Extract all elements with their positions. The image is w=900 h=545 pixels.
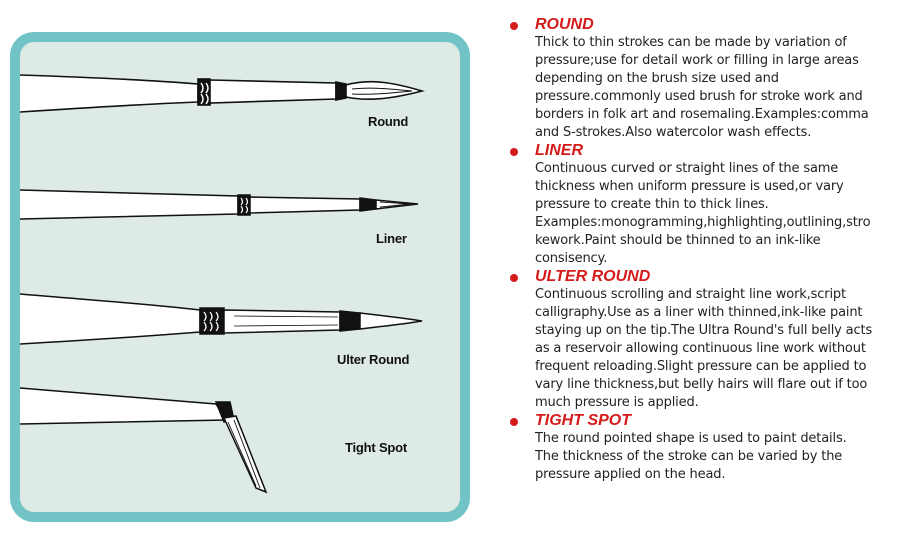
description-round [510, 16, 890, 142]
ultra-round-brush-icon [20, 294, 422, 344]
brush-descriptions [510, 16, 890, 484]
description-line: pressure applied on the head. [535, 467, 726, 482]
description-line: frequent reloading.Slight pressure can be applied to [535, 359, 867, 374]
description-line: much pressure is applied. [535, 395, 699, 410]
description-title: TIGHT SPOT [535, 412, 631, 429]
description-line: vary line thickness,but belly hairs will flare out if too [535, 377, 868, 392]
brush-label-ultra-round: Ulter Round [337, 352, 410, 367]
description-line: thickness when uniform pressure is used,or vary [535, 179, 844, 194]
description-liner [510, 142, 890, 268]
description-title: LINER [535, 142, 583, 159]
description-line: as a reservoir allowing continuous line work without [535, 341, 866, 356]
brush-label-liner: Liner [376, 231, 407, 246]
description-line: The round pointed shape is used to paint details. [535, 431, 847, 446]
description-line: pressure to create thin to thick lines. [535, 197, 769, 212]
description-line: and S-strokes.Also watercolor wash effects. [535, 125, 812, 140]
description-ultra-round [510, 268, 890, 412]
description-line: kework.Paint should be thinned to an ink-like [535, 233, 821, 248]
tight-spot-brush-icon [20, 388, 266, 492]
description-line: Continuous scrolling and straight line work,script [535, 287, 846, 302]
description-line: calligraphy.Use as a liner with thinned,ink-like paint [535, 305, 863, 320]
description-tight-spot [510, 412, 890, 484]
description-line: The thickness of the stroke can be varied by the [535, 449, 843, 464]
description-line: pressure;use for detail work or filling in large areas [535, 53, 859, 68]
description-line: consisency. [535, 251, 608, 266]
description-line: Thick to thin strokes can be made by variation of [535, 35, 847, 50]
brush-label-round: Round [368, 114, 409, 129]
brush-label-tight-spot: Tight Spot [345, 440, 408, 455]
brush-illustration-panel [10, 32, 470, 522]
bullet-icon [510, 418, 518, 426]
bullet-icon [510, 148, 518, 156]
description-line: Continuous curved or straight lines of the same [535, 161, 839, 176]
round-brush-icon [20, 75, 422, 112]
bullet-icon [510, 22, 518, 30]
description-line: depending on the brush size used and [535, 71, 779, 86]
description-line: Examples:monogramming,highlighting,outlining,stro [535, 215, 871, 230]
description-line: pressure.commonly used brush for stroke work and [535, 89, 863, 104]
description-line: borders in folk art and rosemaling.Examples:comma [535, 107, 869, 122]
description-line: staying up on the tip.The Ultra Round's full belly acts [535, 323, 873, 338]
liner-brush-icon [20, 190, 418, 219]
bullet-icon [510, 274, 518, 282]
description-title: ROUND [535, 16, 594, 33]
description-title: ULTER ROUND [535, 268, 651, 285]
